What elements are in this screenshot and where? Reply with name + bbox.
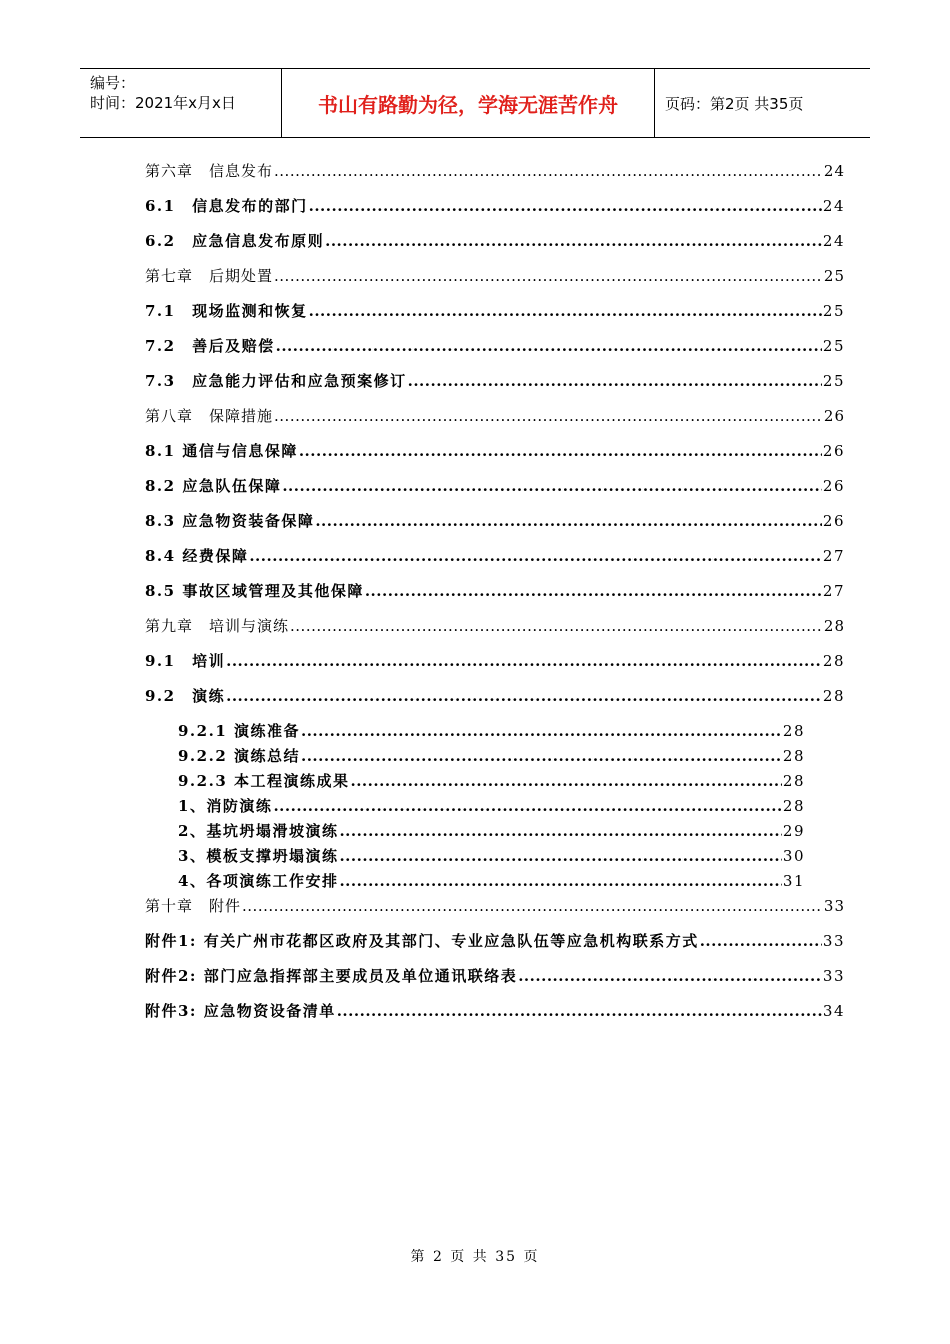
- toc-entry-title: 2、基坑坍塌滑坡演练: [178, 822, 339, 840]
- toc-entry-page: 28: [823, 617, 845, 635]
- toc-entry[interactable]: [145, 267, 845, 285]
- toc-entry-title: 7.1 现场监测和恢复: [145, 302, 308, 320]
- toc-leader-dots: [274, 162, 823, 180]
- toc-entry-title: 4、各项演练工作安排: [178, 872, 339, 890]
- toc-leader-dots: [301, 722, 782, 740]
- toc-leader-dots: [408, 372, 822, 390]
- page-footer: 第 2 页 共 35 页: [410, 1249, 540, 1265]
- toc-leader-dots: [315, 512, 822, 530]
- toc-entry-title: 9.2.3 本工程演练成果: [178, 772, 350, 790]
- toc-entry-page: 31: [782, 872, 805, 890]
- toc-entry-title: 1、消防演练: [178, 797, 273, 815]
- toc-entry-title: 第十章 附件: [145, 897, 242, 915]
- toc-entry[interactable]: [145, 512, 845, 530]
- toc-leader-dots: [309, 197, 822, 215]
- toc-entry-page: 26: [822, 477, 845, 495]
- toc-entry-page: 24: [822, 232, 845, 250]
- toc-entry[interactable]: [145, 302, 845, 320]
- toc-entry[interactable]: [145, 477, 845, 495]
- toc-entry-title: 7.2 善后及赔偿: [145, 337, 275, 355]
- code-label: 编号：: [90, 74, 136, 92]
- toc-leader-dots: [276, 337, 822, 355]
- toc-entry[interactable]: [145, 407, 845, 425]
- toc-leader-dots: [242, 897, 823, 915]
- toc-entry-title: 9.2 演练: [145, 687, 226, 705]
- toc-entry-page: 29: [782, 822, 805, 840]
- toc-leader-dots: [249, 547, 822, 565]
- toc-entry-title: 第八章 保障措施: [145, 407, 274, 425]
- toc-leader-dots: [350, 772, 781, 790]
- toc-entry[interactable]: [145, 582, 845, 600]
- time-label: 时间：2021年x月x日: [90, 94, 236, 112]
- toc-entry[interactable]: [145, 197, 845, 215]
- toc-entry-page: 28: [782, 772, 805, 790]
- header-motto: [282, 69, 655, 137]
- toc-leader-dots: [339, 847, 781, 865]
- toc-entry-title: 附件1: 有关广州市花都区政府及其部门、专业应急队伍等应急机构联系方式: [145, 932, 699, 950]
- toc-entry[interactable]: [145, 162, 845, 180]
- page-label: 页码：第2页 共35页: [665, 94, 804, 113]
- toc-entry-page: 25: [823, 267, 845, 285]
- toc-entry[interactable]: [178, 822, 805, 840]
- page-header: [80, 68, 870, 138]
- toc-entry[interactable]: [145, 1002, 845, 1020]
- toc-entry-page: 30: [782, 847, 805, 865]
- toc-leader-dots: [274, 407, 823, 425]
- toc-leader-dots: [337, 1002, 822, 1020]
- toc-entry-title: 9.1 培训: [145, 652, 226, 670]
- toc-entry-title: 8.1 通信与信息保障: [145, 442, 298, 460]
- toc-entry[interactable]: [145, 232, 845, 250]
- toc-leader-dots: [700, 932, 822, 950]
- toc-leader-dots: [299, 442, 822, 460]
- toc-entry-page: 28: [822, 687, 845, 705]
- toc-entry-page: 25: [822, 372, 845, 390]
- toc-entry-title: 8.4 经费保障: [145, 547, 249, 565]
- toc-leader-dots: [301, 747, 782, 765]
- toc-leader-dots: [226, 687, 822, 705]
- toc-entry[interactable]: [145, 967, 845, 985]
- toc-entry[interactable]: [178, 772, 805, 790]
- toc-entry-page: 24: [822, 197, 845, 215]
- toc-entry-page: 34: [822, 1002, 845, 1020]
- toc-entry[interactable]: [145, 687, 845, 705]
- toc-entry[interactable]: [178, 722, 805, 740]
- toc-entry-title: 6.1 信息发布的部门: [145, 197, 308, 215]
- toc-entry-page: 33: [822, 932, 845, 950]
- toc-entry-title: 8.2 应急队伍保障: [145, 477, 282, 495]
- toc-entry-page: 27: [822, 547, 845, 565]
- toc-entry-page: 28: [782, 797, 805, 815]
- toc-leader-dots: [325, 232, 822, 250]
- toc-entry-title: 9.2.1 演练准备: [178, 722, 300, 740]
- toc-entry[interactable]: [145, 932, 845, 950]
- toc-entry-title: 第九章 培训与演练: [145, 617, 290, 635]
- toc-entry[interactable]: [145, 442, 845, 460]
- toc-entry-page: 26: [823, 407, 845, 425]
- toc-entry-title: 8.3 应急物资装备保障: [145, 512, 315, 530]
- toc-entry-page: 33: [823, 897, 845, 915]
- toc-leader-dots: [339, 872, 781, 890]
- toc-entry-title: 附件3: 应急物资设备清单: [145, 1002, 336, 1020]
- toc-entry[interactable]: [145, 337, 845, 355]
- toc-entry-title: 9.2.2 演练总结: [178, 747, 300, 765]
- toc-entry[interactable]: [178, 747, 805, 765]
- toc-entry-page: 28: [782, 722, 805, 740]
- toc-entry-title: 第七章 后期处置: [145, 267, 274, 285]
- toc-entry[interactable]: [145, 897, 845, 915]
- toc-entry-title: 3、模板支撑坍塌演练: [178, 847, 339, 865]
- toc-entry-title: 6.2 应急信息发布原则: [145, 232, 325, 250]
- toc-leader-dots: [290, 617, 823, 635]
- toc-entry-page: 26: [822, 512, 845, 530]
- toc-entry[interactable]: [178, 847, 805, 865]
- header-meta: [80, 69, 282, 137]
- header-page: [655, 69, 870, 137]
- toc-entry-title: 第六章 信息发布: [145, 162, 274, 180]
- toc-leader-dots: [273, 797, 781, 815]
- toc-entry-page: 28: [782, 747, 805, 765]
- toc-entry-page: 24: [823, 162, 845, 180]
- toc-entry[interactable]: [145, 372, 845, 390]
- toc-leader-dots: [282, 477, 822, 495]
- toc-entry-page: 28: [822, 652, 845, 670]
- toc-entry-page: 26: [822, 442, 845, 460]
- toc-entry-title: 8.5 事故区域管理及其他保障: [145, 582, 364, 600]
- toc-entry[interactable]: [178, 872, 805, 890]
- toc-entry[interactable]: [145, 617, 845, 635]
- toc-entry[interactable]: [145, 652, 845, 670]
- toc-entry[interactable]: [178, 797, 805, 815]
- toc-entry-page: 25: [822, 337, 845, 355]
- motto-text: 书山有路勤为径，学海无涯苦作舟: [318, 92, 618, 117]
- toc-leader-dots: [365, 582, 822, 600]
- toc-leader-dots: [309, 302, 822, 320]
- toc-entry-page: 25: [822, 302, 845, 320]
- toc-leader-dots: [339, 822, 781, 840]
- toc-entry[interactable]: [145, 547, 845, 565]
- toc-entry-title: 附件2: 部门应急指挥部主要成员及单位通讯联络表: [145, 967, 518, 985]
- toc-entry-page: 33: [822, 967, 845, 985]
- toc-entry-title: 7.3 应急能力评估和应急预案修订: [145, 372, 407, 390]
- toc-leader-dots: [518, 967, 822, 985]
- toc-leader-dots: [274, 267, 823, 285]
- toc-entry-page: 27: [822, 582, 845, 600]
- toc-leader-dots: [226, 652, 822, 670]
